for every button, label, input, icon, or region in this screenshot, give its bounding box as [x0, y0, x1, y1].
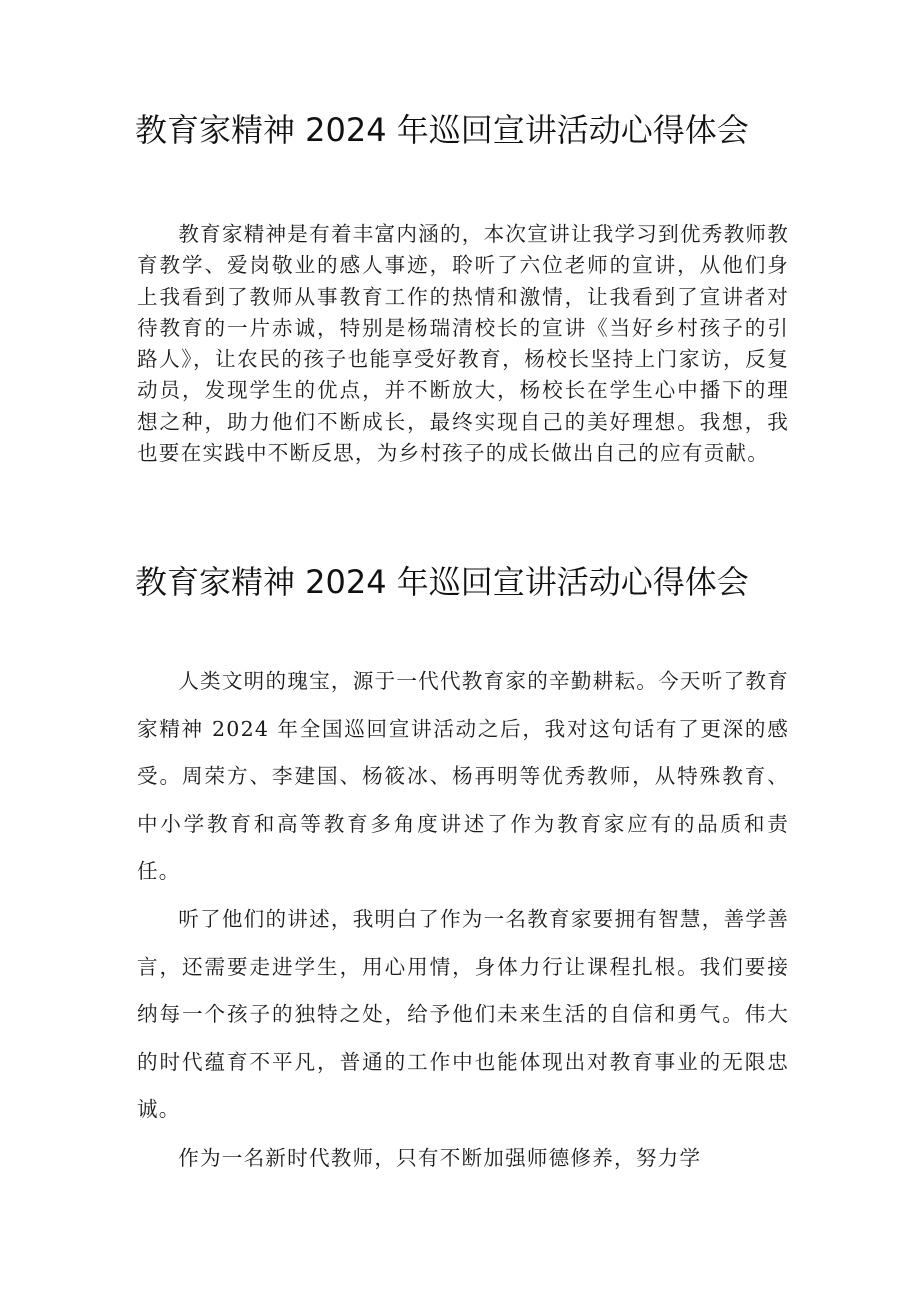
section-2-paragraph-1: 人类文明的瑰宝，源于一代代教育家的辛勤耕耘。今天听了教育家精神 2024 年全国巡回宣讲活动之后，我对这句话有了更深的感受。周荣方、李建国、杨筱冰、杨再明等优秀教师，从特殊教育、中小学教育和高等教育多角度讲述了作为教育家应有的品质和责任。: [137, 669, 789, 883]
section-2-paragraph-3: 作为一名新时代教师，只有不断加强师德修养，努力学: [178, 1146, 702, 1170]
section-2-title: 教育家精神 2024 年巡回宣讲活动心得体会: [135, 563, 749, 601]
section-1-title: 教育家精神 2024 年巡回宣讲活动心得体会: [135, 111, 749, 149]
section-2-paragraph-2: 听了他们的讲述，我明白了作为一名教育家要拥有智慧，善学善言，还需要走进学生，用心用情，身体力行让课程扎根。我们要接纳每一个孩子的独特之处，给予他们未来生活的自信和勇气。伟大的时代蕴育不平凡，普通的工作中也能体现出对教育事业的无限忠诚。: [137, 907, 789, 1121]
section-1-paragraph-1: 教育家精神是有着丰富内涵的，本次宣讲让我学习到优秀教师教育教学、爱岗敬业的感人事迹，聆听了六位老师的宣讲，从他们身上我看到了教师从事教育工作的热情和激情，让我看到了宣讲者对待教育的一片赤诚，特别是杨瑞清校长的宣讲《当好乡村孩子的引路人》，让农民的孩子也能享受好教育，杨校长坚持上门家访，反复动员，发现学生的优点，并不断放大，杨校长在学生心中播下的理想之种，助力他们不断成长，最终实现自己的美好理想。我想，我也要在实践中不断反思，为乡村孩子的成长做出自己的应有贡献。: [137, 222, 789, 466]
